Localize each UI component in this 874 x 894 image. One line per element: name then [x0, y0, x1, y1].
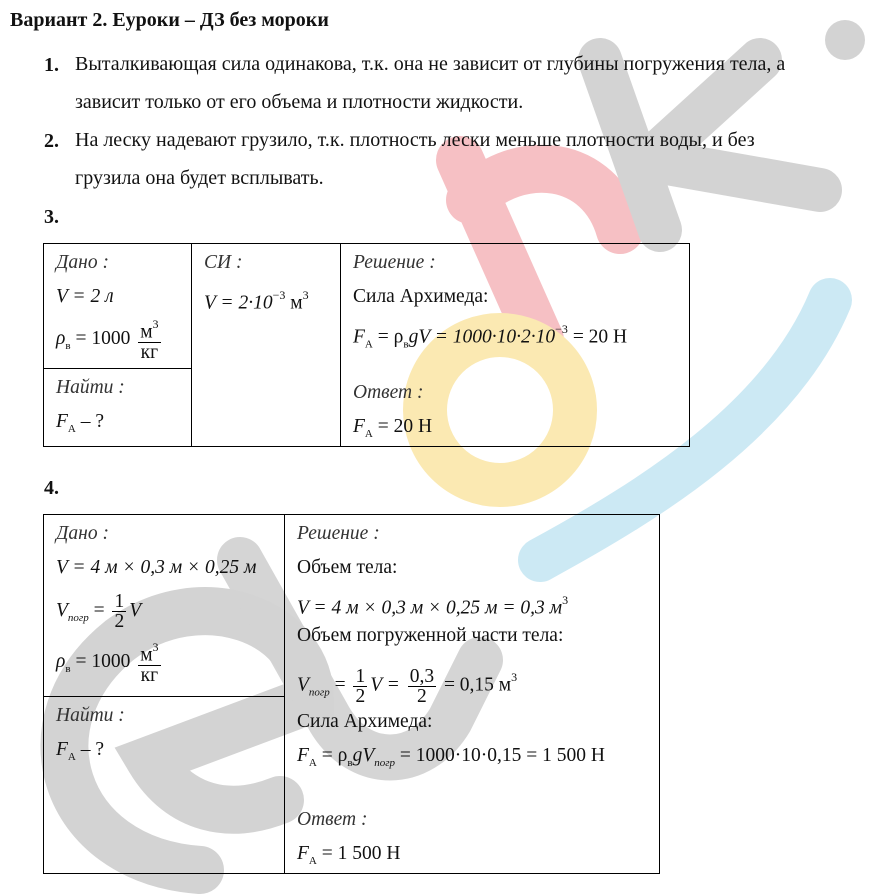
q4-find: $F_A$ – ?	[56, 739, 105, 763]
q1-line1: Выталкивающая сила одинакова, т.к. она не зависит от глубины погружения тела, а	[75, 53, 786, 75]
q4-find-label: Найти	[56, 705, 114, 727]
q3-sol-heading: Сила Архимеда:	[353, 286, 489, 307]
q3-solution-cell: Решение : Сила Архимеда: $F_A = \rho_вgV = 1000\cdot 10\cdot 2\cdot 10^{-3} = 20$ Н Ответ : $F_A = 20$ Н	[341, 244, 690, 447]
q4-sol-f2: $V_{погр}$ = $\frac{1}{2}$ V = $\frac{0,3}{2}$ = 0,15 $м^3$	[297, 665, 518, 707]
q2-line1: На леску надевают грузило, т.к. плотность лески меньше плотности воды, и без	[75, 129, 755, 151]
q4-density-unit: $\frac{м^3}{кг}$	[140, 640, 159, 686]
q4-answer-label: Ответ	[297, 809, 357, 830]
q3-find-cell: Найти : $F_A$ – ?	[44, 369, 192, 447]
q3-si-value: $V = 2\cdot 10^{-3}$ $м^3$	[204, 288, 309, 314]
q3-answer-label: Ответ	[353, 382, 413, 403]
q2-line2: грузила она будет всплывать.	[75, 167, 324, 189]
page-title: Вариант 2. Еуроки – ДЗ без мороки	[10, 9, 329, 31]
q3-find: $F_A$ – ?	[56, 411, 105, 435]
q1-line2: зависит только от его объема и плотности жидкости.	[75, 91, 524, 113]
q4-given-label: Дано	[56, 523, 98, 544]
q1-text	[75, 45, 865, 121]
q1-number: 1.	[44, 54, 59, 76]
q3-given-density: $\rho_в = 1000$ $\frac{м^3}{кг}$	[56, 317, 159, 363]
q4-sol-h1: Объем тела:	[297, 557, 398, 578]
q3-given-label: Дано	[56, 252, 98, 273]
q4-given-cell: Дано : V = 4 м × 0,3 м × 0,25 м $V_{погр}$ = $\frac{1}{2}$ V $\rho_в = 1000$ $\frac{м^3}{кг}$	[44, 515, 285, 697]
q4-find-cell: Найти : $F_A$ – ?	[44, 697, 285, 874]
q3-find-label: Найти	[56, 377, 114, 398]
q3-given-cell: Дано : V = 2 л $\rho_в = 1000$ $\frac{м^3}{кг}$	[44, 244, 192, 369]
q4-sol-h2: Объем погруженной части тела:	[297, 625, 564, 646]
q3-density-unit: $\frac{м^3}{кг}$	[140, 317, 159, 363]
q3-si-label: СИ	[204, 252, 232, 273]
q4-sol-f3: $F_A = \rho_вgV_{погр} = 1000\cdot 10\cdot 0,15 = 1$ 500 Н	[297, 745, 605, 769]
q4-solution-cell: Решение : Объем тела: V = 4 м × 0,3 м × 0,25 м = 0,3 $м^3$ Объем погруженной части тела: $V_{погр}$ = $\frac{1}{2}$ V = $\frac{0,3}{2}$ = 0,15 $м^3$ Сила Архимеда: $F_A = \rho_вgV_{погр} = 1000\cdot 10\cdot 0,15 = 1$ 500 Н Ответ : $F_A = 1$ 500 Н	[285, 515, 660, 874]
q4-given-vpogr: $V_{погр}$ = $\frac{1}{2}$ V	[56, 591, 142, 633]
q3-si-cell: СИ : $V = 2\cdot 10^{-3}$ $м^3$	[192, 244, 341, 447]
q4-solution-label: Решение	[297, 523, 369, 544]
q3-answer: $F_A = 20$ Н	[353, 416, 433, 440]
q2-number: 2.	[44, 130, 59, 152]
q3-solution-label: Решение	[353, 252, 425, 273]
q2-text	[75, 121, 865, 197]
q4-table	[43, 514, 660, 874]
q4-given-volume: V = 4 м × 0,3 м × 0,25 м	[56, 557, 257, 578]
q3-table	[43, 243, 690, 447]
q4-given-density: $\rho_в = 1000$ $\frac{м^3}{кг}$	[56, 640, 159, 686]
q4-answer: $F_A = 1$ 500 Н	[297, 843, 401, 867]
q4-sol-h3: Сила Архимеда:	[297, 711, 433, 732]
q3-given-volume: V = 2 л	[56, 286, 114, 307]
q4-number: 4.	[44, 477, 59, 499]
q3-number: 3.	[44, 206, 59, 228]
q3-sol-formula: $F_A = \rho_вgV = 1000\cdot 10\cdot 2\cdot 10^{-3} = 20$ Н	[353, 322, 628, 351]
q4-sol-f1: V = 4 м × 0,3 м × 0,25 м = 0,3 $м^3$	[297, 593, 569, 619]
